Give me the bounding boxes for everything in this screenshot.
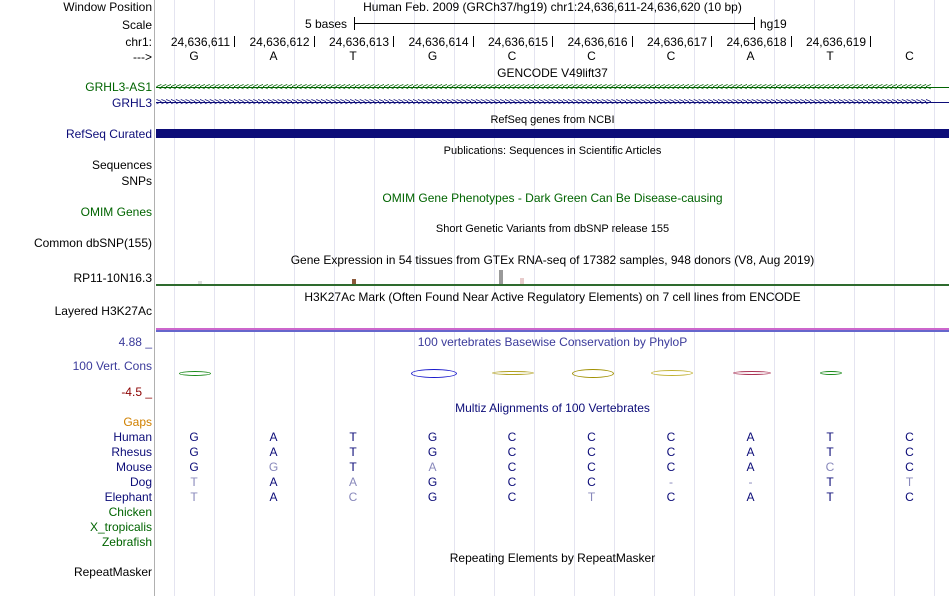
chrom-label: chr1: (125, 35, 152, 49)
dbsnp-track-title[interactable]: Short Genetic Variants from dbSNP release 155 (435, 223, 670, 235)
aligned-base: - (748, 475, 753, 489)
repeatmasker-label[interactable]: RepeatMasker (73, 565, 152, 579)
aligned-base: G (427, 430, 438, 444)
aligned-base: C (905, 490, 914, 504)
aligned-base: C (905, 430, 914, 444)
ruler-tick (632, 36, 633, 47)
aligned-base: G (427, 475, 438, 489)
scale-assembly: hg19 (760, 17, 787, 31)
aligned-base: C (507, 490, 517, 504)
sequences-label[interactable]: Sequences (91, 158, 152, 172)
gene-label-grhl3-as1[interactable]: GRHL3-AS1 (85, 80, 152, 94)
aligned-base: C (905, 445, 914, 459)
ruler-position: 24,636,614 (408, 35, 469, 49)
aligned-base: C (587, 460, 596, 474)
aligned-base: A (269, 445, 278, 459)
species-label[interactable]: Dog (129, 475, 152, 489)
aligned-base: C (507, 475, 517, 489)
phylop-logo (411, 369, 457, 378)
species-label[interactable]: Human (113, 430, 152, 444)
reference-base: G (189, 49, 199, 63)
h3k27ac-signal-bottom (156, 330, 949, 332)
reference-base: C (905, 49, 914, 63)
species-label[interactable]: Elephant (104, 490, 152, 504)
scale-bar-start-tick (354, 17, 355, 30)
ruler-position: 24,636,618 (726, 35, 787, 49)
aligned-base: C (825, 460, 835, 474)
ruler-tick (711, 36, 712, 47)
species-label[interactable]: Rhesus (111, 445, 152, 459)
reference-base: A (746, 49, 755, 63)
aligned-base: C (666, 490, 676, 504)
ruler-position: 24,636,612 (249, 35, 310, 49)
species-label[interactable]: Chicken (108, 505, 152, 519)
gene-grhl3-line (156, 102, 949, 103)
aligned-base: T (826, 490, 834, 504)
reference-base: C (666, 49, 676, 63)
phylop-max-label: 4.88 _ (118, 335, 152, 349)
phylop-logo (733, 371, 771, 375)
aligned-base: A (269, 490, 278, 504)
ruler-tick (314, 36, 315, 47)
refseq-track-title[interactable]: RefSeq genes from NCBI (490, 114, 615, 126)
aligned-base: C (587, 475, 596, 489)
ruler-position: 24,636,617 (646, 35, 707, 49)
species-label[interactable]: Mouse (115, 460, 152, 474)
dbsnp-label[interactable]: Common dbSNP(155) (33, 236, 152, 250)
species-label[interactable]: X_tropicalis (89, 520, 152, 534)
gtex-bar[interactable] (352, 279, 356, 284)
aligned-base: G (427, 445, 438, 459)
aligned-base: C (507, 445, 517, 459)
gtex-bar[interactable] (499, 270, 503, 284)
omim-label[interactable]: OMIM Genes (80, 205, 152, 219)
ruler-tick (393, 36, 394, 47)
phylop-track-title[interactable]: 100 vertebrates Basewise Conservation by PhyloP (417, 335, 688, 349)
aligned-base: C (666, 460, 676, 474)
h3k27ac-label[interactable]: Layered H3K27Ac (54, 304, 152, 318)
aligned-base: T (349, 460, 357, 474)
aligned-base: G (189, 460, 199, 474)
aligned-base: C (666, 445, 676, 459)
ruler-position: 24,636,613 (328, 35, 389, 49)
publications-track-title[interactable]: Publications: Sequences in Scientific Articles (443, 145, 662, 157)
ruler-tick (791, 36, 792, 47)
aligned-base: G (268, 460, 279, 474)
h3k27ac-track-title[interactable]: H3K27Ac Mark (Often Found Near Active Regulatory Elements) on 7 cell lines from ENCODE (304, 290, 801, 304)
ruler-tick (234, 36, 235, 47)
phylop-logo (651, 370, 693, 376)
ruler-position: 24,636,615 (487, 35, 548, 49)
refseq-label[interactable]: RefSeq Curated (65, 127, 152, 141)
gtex-bar[interactable] (520, 278, 524, 284)
omim-track-title[interactable]: OMIM Gene Phenotypes - Dark Green Can Be Disease-causing (382, 191, 723, 205)
ruler-tick (870, 36, 871, 47)
phylop-logo (492, 371, 534, 375)
scale-bar-end-tick (754, 17, 755, 30)
gene-label-grhl3[interactable]: GRHL3 (111, 96, 152, 110)
aligned-base: T (826, 445, 834, 459)
reference-base: C (587, 49, 596, 63)
aligned-base: G (427, 490, 438, 504)
aligned-base: C (507, 460, 517, 474)
aligned-base: T (190, 490, 198, 504)
aligned-base: T (190, 475, 198, 489)
aligned-base: A (269, 475, 278, 489)
reference-base: G (427, 49, 438, 63)
reference-base: T (349, 49, 357, 63)
aligned-base: A (428, 460, 437, 474)
phylop-min-label: -4.5 _ (121, 385, 152, 399)
phylop-logo (572, 369, 614, 378)
scale-bar (354, 23, 755, 24)
gencode-track-title[interactable]: GENCODE V49lift37 (497, 66, 608, 80)
ruler-tick (552, 36, 553, 47)
reference-base: T (826, 49, 834, 63)
aligned-base: T (349, 445, 357, 459)
gtex-bar[interactable] (198, 281, 202, 284)
gaps-label[interactable]: Gaps (123, 415, 152, 429)
gtex-track-title[interactable]: Gene Expression in 54 tissues from GTEx RNA-seq of 17382 samples, 948 donors (V8, Aug 2019) (290, 253, 815, 267)
aligned-base: C (905, 460, 914, 474)
aligned-base: C (348, 490, 358, 504)
ruler-position: 24,636,616 (567, 35, 628, 49)
aligned-base: A (269, 430, 278, 444)
aligned-base: T (587, 490, 596, 504)
gtex-baseline (156, 284, 949, 286)
aligned-base: A (746, 460, 755, 474)
aligned-base: T (826, 475, 834, 489)
ruler-position: 24,636,619 (805, 35, 866, 49)
aligned-base: C (587, 430, 596, 444)
phylop-logo (179, 371, 211, 376)
species-label[interactable]: Zebrafish (101, 535, 152, 549)
reference-base: C (507, 49, 517, 63)
gtex-label[interactable]: RP11-10N16.3 (73, 271, 152, 285)
multiz-track-title[interactable]: Multiz Alignments of 100 Vertebrates (455, 401, 650, 415)
aligned-base: A (746, 490, 755, 504)
window-position-label: Window Position (63, 0, 152, 14)
aligned-base: A (746, 430, 755, 444)
scale-label: Scale (121, 18, 152, 32)
ruler-tick (473, 36, 474, 47)
aligned-base: G (189, 430, 199, 444)
refseq-gene-bar[interactable] (156, 129, 949, 138)
phylop-label[interactable]: 100 Vert. Cons (72, 359, 152, 373)
repeatmasker-track-title[interactable]: Repeating Elements by RepeatMasker (449, 551, 656, 565)
aligned-base: T (349, 430, 357, 444)
aligned-base: T (826, 430, 834, 444)
snps-label[interactable]: SNPs (121, 174, 152, 188)
scale-text: 5 bases (305, 17, 348, 31)
aligned-base: G (189, 445, 199, 459)
gene-grhl3-as1-line (156, 87, 949, 88)
strand-label: ---> (133, 50, 152, 64)
aligned-base: C (666, 430, 676, 444)
aligned-base: T (905, 475, 914, 489)
aligned-base: A (348, 475, 357, 489)
aligned-base: - (669, 475, 673, 489)
reference-base: A (269, 49, 278, 63)
phylop-logo (820, 371, 842, 375)
aligned-base: C (507, 430, 517, 444)
aligned-base: C (587, 445, 596, 459)
ruler-position: 24,636,611 (170, 35, 230, 49)
aligned-base: A (746, 445, 755, 459)
window-position-value: Human Feb. 2009 (GRCh37/hg19) chr1:24,636,611-24,636,620 (10 bp) (363, 0, 742, 14)
